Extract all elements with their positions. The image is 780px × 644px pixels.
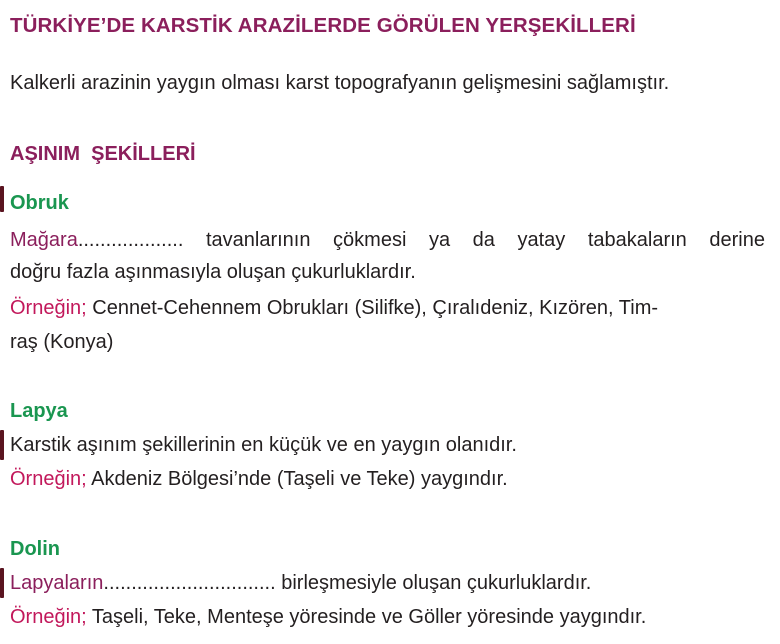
dolin-dots: ...............................: [103, 572, 276, 594]
obruk-example-line2: raş (Konya): [10, 331, 114, 353]
obruk-word: ya: [428, 229, 451, 251]
dolin-example: [10, 605, 646, 629]
lapya-example-text: Akdeniz Bölgesi’nde (Taşeli ve Teke) yaygındır.: [91, 468, 508, 490]
obruk-word: çökmesi: [333, 229, 407, 251]
example-label: Örneğin;: [10, 468, 87, 490]
obruk-example-line1: [10, 296, 658, 320]
dolin-definition-text: birleşmesiyle oluşan çukurluklardır.: [281, 572, 592, 594]
obruk-word: derine: [709, 229, 765, 251]
obruk-definition-line2: doğru fazla aşınmasıyla oluşan çukurluklardır.: [10, 261, 416, 283]
margin-marker: [0, 430, 4, 460]
margin-marker: [0, 568, 4, 598]
example-label: Örneğin;: [10, 606, 87, 628]
obruk-example-text: Cennet-Cehennem Obrukları (Silifke), Çıralıdeniz, Kızören, Tim-: [92, 297, 659, 319]
intro-paragraph: Kalkerli arazinin yaygın olması karst topografyanın gelişmesini sağlamıştır.: [10, 72, 670, 94]
margin-marker: [0, 186, 4, 212]
section-heading: AŞINIM ŞEKİLLERİ: [10, 143, 196, 165]
lapya-example: [10, 467, 508, 491]
obruk-word: da: [472, 229, 495, 251]
obruk-definition-line1: [10, 228, 765, 252]
obruk-word: tabakaların: [587, 229, 687, 251]
term-obruk: Obruk: [10, 192, 69, 214]
term-lapya: Lapya: [10, 400, 68, 422]
term-dolin: Dolin: [10, 538, 60, 560]
obruk-word: tavanlarının: [205, 229, 311, 251]
obruk-answer: Mağara: [10, 229, 78, 251]
obruk-word: yatay: [517, 229, 566, 251]
page-title: TÜRKİYE’DE KARSTİK ARAZİLERDE GÖRÜLEN YERŞEKİLLERİ: [10, 14, 636, 37]
example-label: Örneğin;: [10, 297, 87, 319]
lapya-definition: Karstik aşınım şekillerinin en küçük ve en yaygın olanıdır.: [10, 434, 517, 456]
dolin-example-text: Taşeli, Teke, Menteşe yöresinde ve Göller yöresinde yaygındır.: [91, 606, 647, 628]
obruk-dots: ...................: [77, 229, 184, 251]
dolin-answer: Lapyaların: [10, 572, 104, 594]
dolin-definition: [10, 571, 591, 595]
dolin-blank[interactable]: [10, 572, 276, 594]
obruk-blank[interactable]: [10, 228, 183, 252]
